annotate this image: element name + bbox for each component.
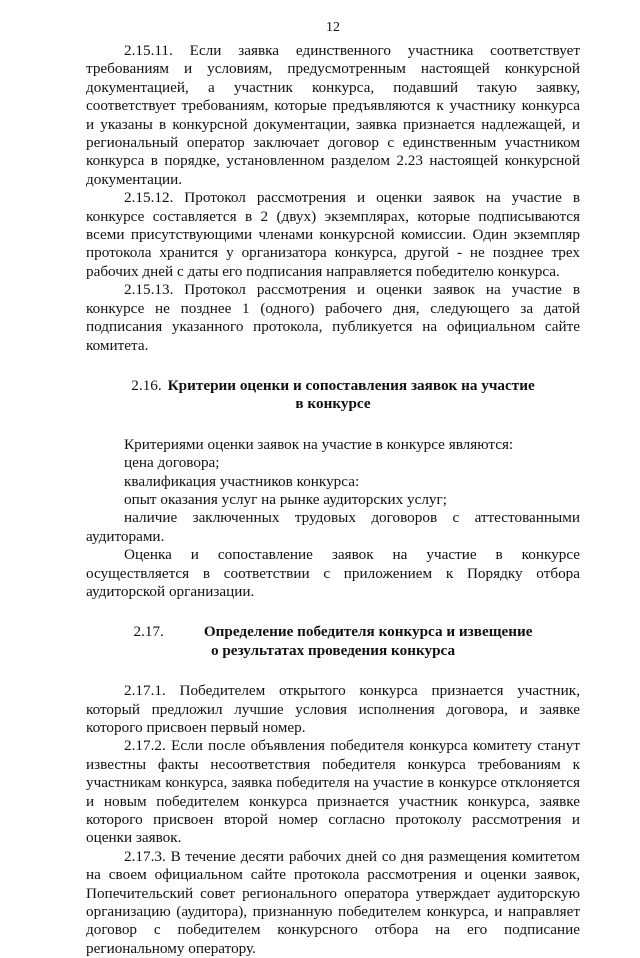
document-page [86, 20, 580, 958]
spacer [86, 660, 580, 682]
page-number: 12 [326, 20, 340, 35]
criteria-item-price: цена договора; [124, 454, 220, 472]
section-title-2-17-line1: Определение победителя конкурса и извещение [203, 623, 533, 641]
paragraph-2-17-3: 2.17.3. В течение десяти рабочих дней со дня размещения комитетом на своем официальном сайте протокола рассмотрения и оценки заявок, Попечительский совет регионального оператора утверждает аудиторскую организацию (аудитора), признанную победителем конкурса, и направляет договор с победителем конкурсного отбора на его подписание региональному оператору. [86, 847, 580, 957]
criteria-item-qualification: квалификация участников конкурса: [124, 472, 360, 490]
criteria-item-experience: опыт оказания услуг на рынке аудиторских услуг; [124, 490, 447, 508]
paragraph-2-15-11: 2.15.11. Если заявка единственного участника соответствует требованиям и условиям, предусмотренным настоящей конкурсной документацией, а участник конкурса, подавший такую заявку, соответствует требованиям, которые предъявляются к участнику конкурса и указаны в конкурсной документации, заявка признается надлежащей, и региональный оператор заключает договор с единственным участником конкурса в порядке, установленном разделом 2.23 настоящей конкурсной документации. [86, 42, 580, 188]
section-title-2-16-line2: в конкурсе [295, 395, 371, 413]
criteria-intro: Критериями оценки заявок на участие в конкурсе являются: [124, 435, 514, 453]
paragraph-2-17-2: 2.17.2. Если после объявления победителя конкурса комитету станут известны факты несоответствия победителя конкурса требованиям к участникам конкурса, заявка победителя на участие в конкурсе отклоняется и новым победителем конкурса признается участник конкурса, заявке которого присвоен второй номер согласно протоколу рассмотрения и оценки заявок. [86, 737, 580, 847]
criteria-item-contracts: наличие заключенных трудовых договоров с аттестованными аудиторами. [86, 509, 580, 545]
section-heading-2-16 [86, 377, 580, 414]
spacer [86, 355, 580, 377]
spacer [86, 601, 580, 623]
spacer [86, 414, 580, 436]
section-number-2-16: 2.16. [131, 376, 162, 394]
paragraph-2-17-1: 2.17.1. Победителем открытого конкурса признается участник, который предложил лучшие условия исполнения договора, и заявке которого присвоен первый номер. [86, 682, 580, 736]
section-title-2-16-line1: Критерии оценки и сопоставления заявок на участие [167, 376, 535, 394]
paragraph-2-15-13: 2.15.13. Протокол рассмотрения и оценки заявок на участие в конкурсе не позднее 1 (одного) рабочего дня, следующего за датой подписания указанного протокола, публикуется на официальном сайте комитета. [86, 281, 580, 354]
section-title-2-17-line2: о результатах проведения конкурса [210, 641, 456, 659]
section-number-2-17: 2.17. [133, 623, 164, 641]
section-heading-2-17 [86, 623, 580, 660]
criteria-closing: Оценка и сопоставление заявок на участие в конкурсе осуществляется в соответствии с приложением к Порядку отбора аудиторской организации. [86, 546, 580, 600]
paragraph-2-15-12: 2.15.12. Протокол рассмотрения и оценки заявок на участие в конкурсе составляется в 2 (двух) экземплярах, которые подписываются всеми присутствующими членами конкурсной комиссии. Один экземпляр протокола хранится у организатора конкурса, другой - не позднее трех рабочих дней с даты его подписания направляется победителю конкурса. [86, 189, 580, 280]
